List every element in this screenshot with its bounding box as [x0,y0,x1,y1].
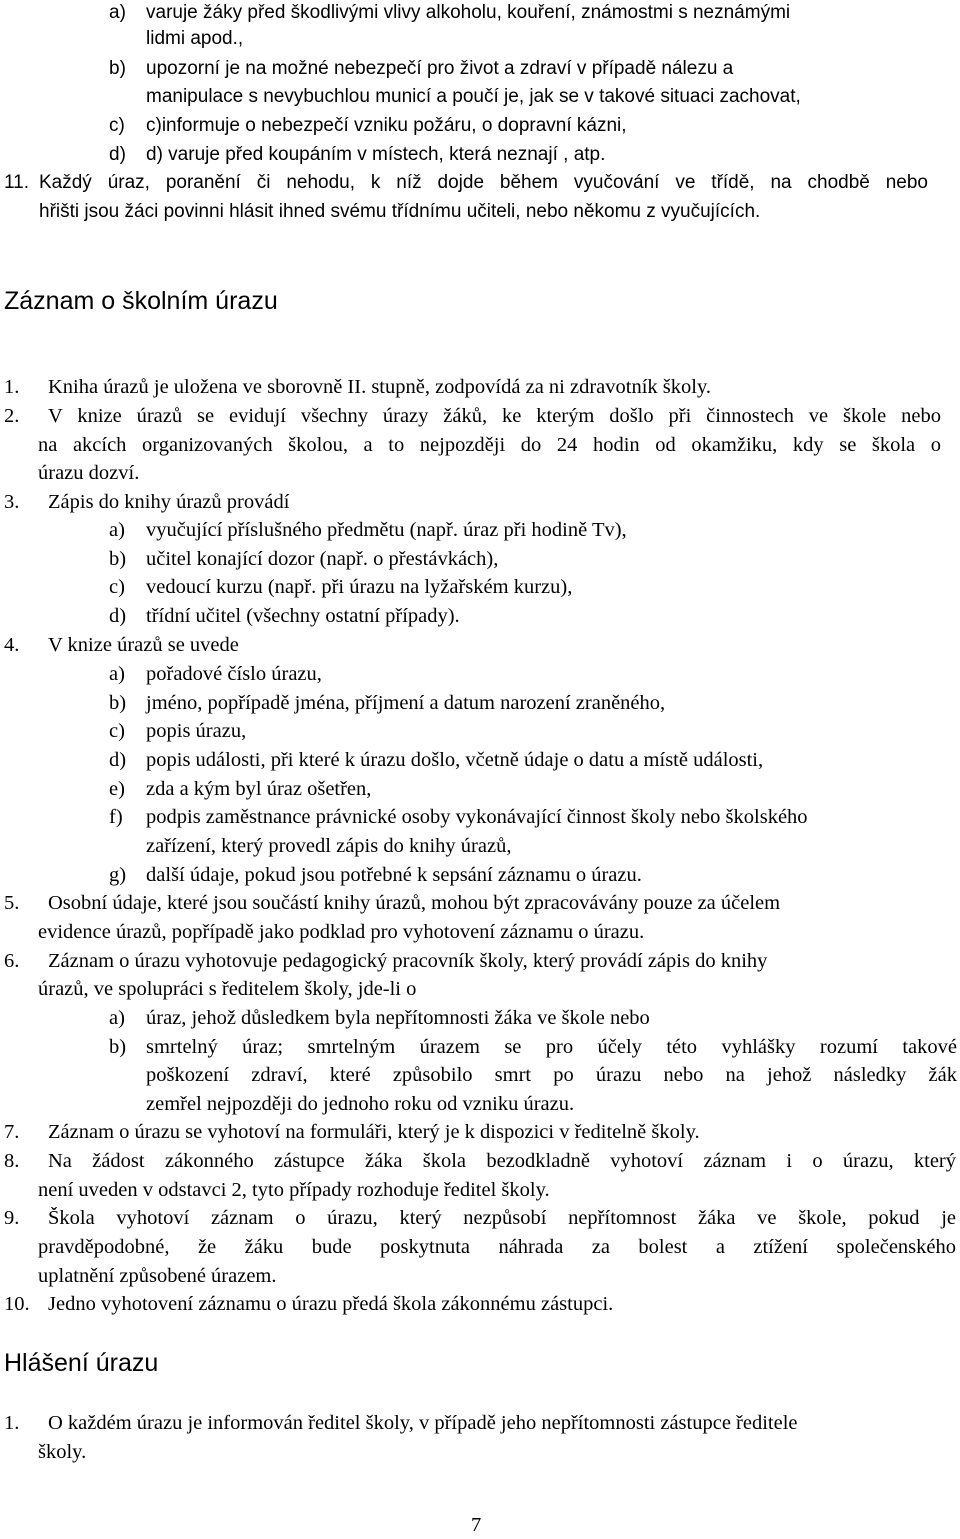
list-item-text: učitel konající dozor (např. o přestávkách), [146,548,499,570]
paragraph-10 [4,1293,613,1316]
list-item [109,519,627,542]
paragraph-number: 5. [4,892,20,914]
list-item-text: popis úrazu, [146,720,247,742]
list-item-c [109,115,627,137]
paragraph-text: Škola vyhotoví záznam o úrazu, který nezpůsobí nepřítomnost žáka ve škole, pokud je [48,1207,956,1229]
paragraph-number: 1. [4,376,20,398]
page-number: 7 [471,1514,482,1536]
paragraph-text-continuation: úrazů, ve spolupráci s ředitelem školy, jde-li o [38,978,417,1000]
list-marker: c) [109,576,125,598]
list-item-text: úraz, jehož důsledkem byla nepřítomnosti žáka ve škole nebo [146,1007,650,1029]
list-item-text: vyučující příslušného předmětu (např. úraz při hodině Tv), [146,519,627,541]
list-item-text: c)informuje o nebezpečí vzniku požáru, o dopravní kázni, [146,115,627,136]
list-item-text-continuation: zařízení, který provedl zápis do knihy úrazů, [146,835,512,857]
list-item [109,1007,650,1030]
paragraph-number: 6. [4,950,20,972]
paragraph-text: Jedno vyhotovení záznamu o úrazu předá škola zákonnému zástupci. [48,1293,614,1315]
paragraph-5 [4,892,780,915]
list-marker: e) [109,778,125,800]
paragraph-text: Každý úraz, poranění či nehodu, k níž dojde během vyučování ve třídě, na chodbě nebo [39,172,928,193]
paragraph-text: Kniha úrazů je uložena ve sborovně II. stupně, zodpovídá za ni zdravotník školy. [48,376,712,398]
list-marker: a) [109,2,126,23]
paragraph-text: Na žádost zákonného zástupce žáka škola bezodkladně vyhotoví záznam i o úrazu, který [48,1150,956,1172]
paragraph-text-continuation: školy. [38,1441,87,1463]
list-marker: a) [109,1007,125,1029]
paragraph-4 [4,634,239,657]
list-item [109,692,665,715]
paragraph-number: 11. [4,172,30,193]
section-heading-zaznam: Záznam o školním úrazu [4,287,278,315]
paragraph-9 [4,1207,956,1230]
list-item-text: d) varuje před koupáním v místech, která neznají , atp. [146,144,606,165]
list-item [109,864,642,887]
paragraph-text: Záznam o úrazu vyhotovuje pedagogický pracovník školy, který provádí zápis do knihy [48,950,768,972]
paragraph-text: Záznam o úrazu se vyhotoví na formuláři, který je k dispozici v ředitelně školy. [48,1121,700,1143]
paragraph-number: 2. [4,405,20,427]
paragraph-text-continuation: uplatnění způsobené úrazem. [38,1265,277,1287]
list-item-text: upozorní je na možné nebezpečí pro život a zdraví v případě nálezu a [146,58,734,79]
list-marker: b) [109,1036,127,1058]
paragraph-text-continuation: není uveden v odstavci 2, tyto případy rozhoduje ředitel školy. [38,1179,550,1201]
list-item-text: vedoucí kurzu (např. při úrazu na lyžařském kurzu), [146,576,573,598]
list-marker: d) [109,749,127,771]
paragraph-number: 10. [4,1293,30,1315]
list-item [109,806,808,829]
paragraph-number: 1. [4,1412,20,1434]
paragraph-text: V knize úrazů se evidují všechny úrazy žáků, ke kterým došlo při činnostech ve škole nebo [48,405,941,427]
paragraph-text-continuation: úrazu dozví. [38,462,140,484]
paragraph-text-continuation: na akcích organizovaných školou, a to nejpozději do 24 hodin od okamžiku, kdy se škola o [38,434,941,456]
paragraph-8 [4,1150,956,1173]
list-marker: c) [109,115,125,136]
list-item-text: smrtelný úraz; smrtelným úrazem se pro účely této vyhlášky rozumí takové [146,1036,957,1058]
paragraph-text-continuation: pravděpodobné, že žáku bude poskytnuta náhrada za bolest a ztížení společenského [38,1236,956,1258]
list-item-a [109,2,790,24]
paragraph-text-continuation: hřišti jsou žáci povinni hlásit ihned svému třídnímu učiteli, nebo někomu z vyučujících. [39,201,761,222]
list-marker: b) [109,548,127,570]
list-marker: b) [109,692,127,714]
paragraph-1 [4,376,711,399]
list-item [109,605,460,628]
list-item-text: zda a kým byl úraz ošetřen, [146,778,372,800]
list-marker: f) [109,806,123,828]
list-item-text: popis události, při které k úrazu došlo, včetně údaje o datu a místě události, [146,749,764,771]
list-item-text: další údaje, pokud jsou potřebné k sepsání záznamu o úrazu. [146,864,642,886]
paragraph-number: 4. [4,634,20,656]
paragraph-text: Osobní údaje, které jsou součástí knihy úrazů, mohou být zpracovávány pouze za účelem [48,892,781,914]
list-item-text: jméno, popřípadě jména, příjmení a datum narození zraněného, [146,692,666,714]
list-item-text-continuation: poškození zdraví, které způsobilo smrt po úrazu nebo na jehož následky žák [146,1064,957,1086]
list-marker: d) [109,605,127,627]
list-item-text: pořadové číslo úrazu, [146,663,322,685]
paragraph-text: V knize úrazů se uvede [48,634,239,656]
list-marker: d) [109,144,126,165]
list-item-d [109,144,605,166]
paragraph-6 [4,950,767,973]
list-item-text-continuation: manipulace s nevybuchlou municí a poučí je, jak se v takové situaci zachovat, [146,86,801,107]
list-item [109,548,498,571]
paragraph-text: Zápis do knihy úrazů provádí [48,491,290,513]
list-marker: c) [109,720,125,742]
paragraph-11 [4,172,928,194]
paragraph-7 [4,1121,700,1144]
list-item-text: třídní učitel (všechny ostatní případy). [146,605,460,627]
list-marker: b) [109,58,126,79]
list-item [109,720,246,743]
paragraph-text-continuation: evidence úrazů, popřípadě jako podklad pro vyhotovení záznamu o úrazu. [38,921,645,943]
list-item-b [109,58,733,80]
paragraph-number: 7. [4,1121,20,1143]
list-marker: a) [109,663,125,685]
list-item-text-continuation: lidmi apod., [146,28,244,49]
paragraph-text: O každém úrazu je informován ředitel školy, v případě jeho nepřítomnosti zástupce ředitele [48,1412,798,1434]
paragraph-number: 8. [4,1150,20,1172]
paragraph-1 [4,1412,798,1435]
list-item [109,576,572,599]
list-item [109,1036,957,1059]
list-item [109,663,322,686]
paragraph-2 [4,405,941,428]
list-item [109,778,371,801]
list-marker: a) [109,519,125,541]
list-item [109,749,763,772]
paragraph-3 [4,491,289,514]
list-item-text-continuation: zemřel nejpozději do jednoho roku od vzniku úrazu. [146,1093,575,1115]
list-item-text: podpis zaměstnance právnické osoby vykonávající činnost školy nebo školského [146,806,808,828]
paragraph-number: 9. [4,1207,20,1229]
list-item-text: varuje žáky před škodlivými vlivy alkoholu, kouření, známostmi s neznámými [146,2,791,23]
list-marker: g) [109,864,127,886]
section-heading-hlaseni: Hlášení úrazu [4,1349,159,1377]
paragraph-number: 3. [4,491,20,513]
